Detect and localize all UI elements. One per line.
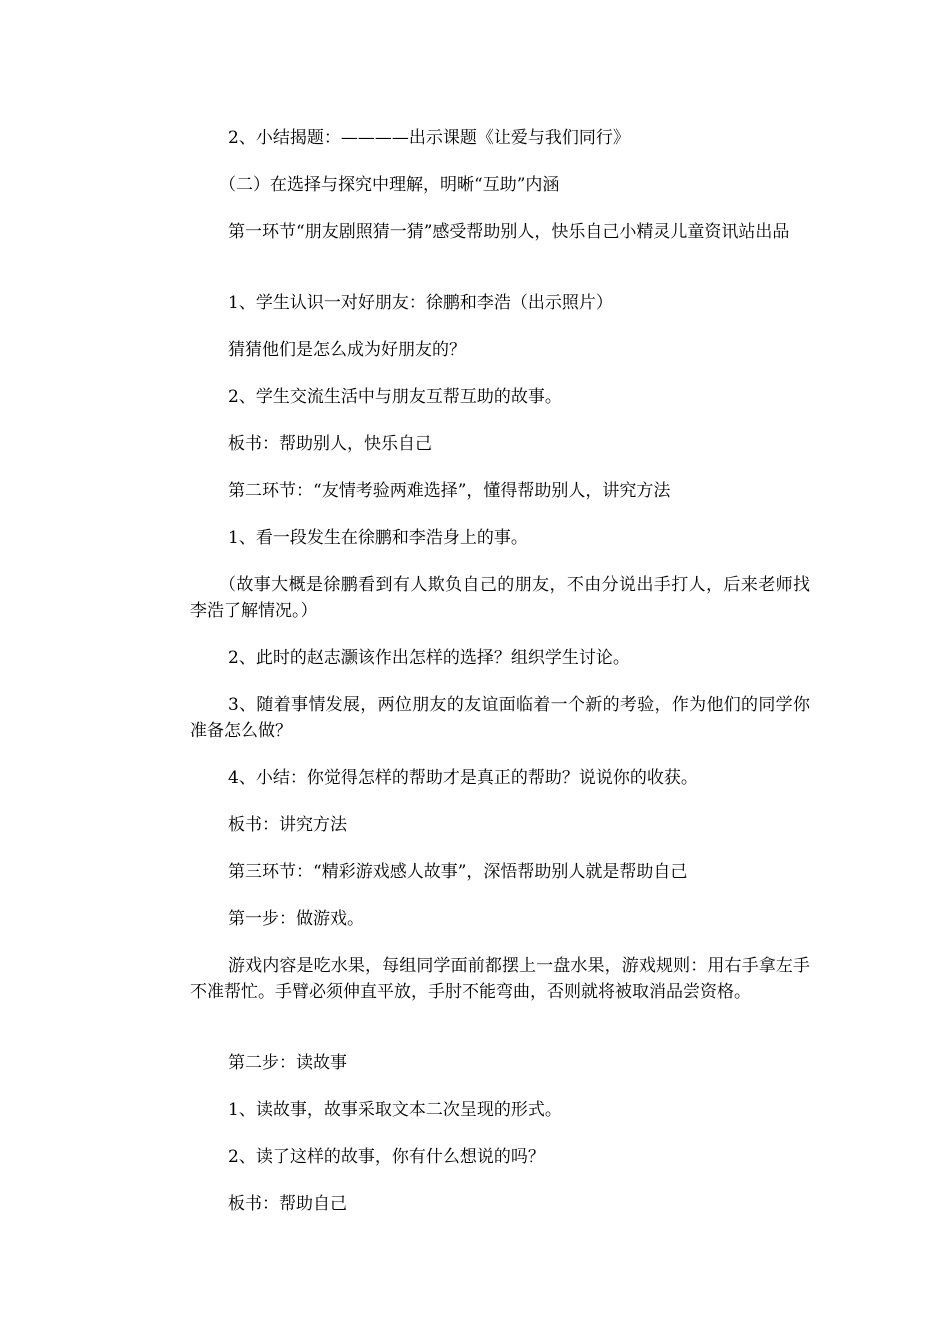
paragraph-6: 2、学生交流生活中与朋友互帮互助的故事。 <box>228 387 562 407</box>
paragraph-19: 1、读故事，故事采取文本二次呈现的形式。 <box>228 1100 562 1120</box>
paragraph-15: 第三环节：“精彩游戏感人故事”，深悟帮助别人就是帮助自己 <box>228 862 688 882</box>
paragraph-2: （二）在选择与探究中理解，明晰“互助”内涵 <box>219 175 560 195</box>
paragraph-9: 1、看一段发生在徐鹏和李浩身上的事。 <box>228 528 528 548</box>
paragraph-13: 4、小结：你觉得怎样的帮助才是真正的帮助？说说你的收获。 <box>228 768 698 788</box>
paragraph-17: 游戏内容是吃水果，每组同学面前都摆上一盘水果，游戏规则：用右手拿左手不准帮忙。手臂必须伸直平放，手肘不能弯曲，否则就将被取消品尝资格。 <box>190 956 810 1002</box>
paragraph-11: 2、此时的赵志灏该作出怎样的选择？组织学生讨论。 <box>228 648 630 668</box>
paragraph-7: 板书：帮助别人，快乐自己 <box>228 434 432 454</box>
paragraph-10: （故事大概是徐鹏看到有人欺负自己的朋友，不由分说出手打人，后来老师找李浩了解情况。） <box>190 575 810 621</box>
paragraph-21: 板书：帮助自己 <box>228 1194 347 1214</box>
paragraph-12: 3、随着事情发展，两位朋友的友谊面临着一个新的考验，作为他们的同学你准备怎么做？ <box>190 695 810 741</box>
paragraph-3: 第一环节“朋友剧照猜一猜”感受帮助别人，快乐自己小精灵儿童资讯站出品 <box>228 222 790 242</box>
paragraph-16: 第一步：做游戏。 <box>228 909 364 929</box>
paragraph-4: 1、学生认识一对好朋友：徐鹏和李浩（出示照片） <box>228 293 613 313</box>
paragraph-5: 猜猜他们是怎么成为好朋友的？ <box>228 340 466 360</box>
paragraph-8: 第二环节：“友情考验两难选择”，懂得帮助别人，讲究方法 <box>228 481 671 501</box>
paragraph-1: 2、小结揭题：————出示课题《让爱与我们同行》 <box>228 128 630 148</box>
paragraph-14: 板书：讲究方法 <box>228 815 347 835</box>
paragraph-18: 第二步：读故事 <box>228 1053 347 1073</box>
paragraph-20: 2、读了这样的故事，你有什么想说的吗？ <box>228 1147 545 1167</box>
